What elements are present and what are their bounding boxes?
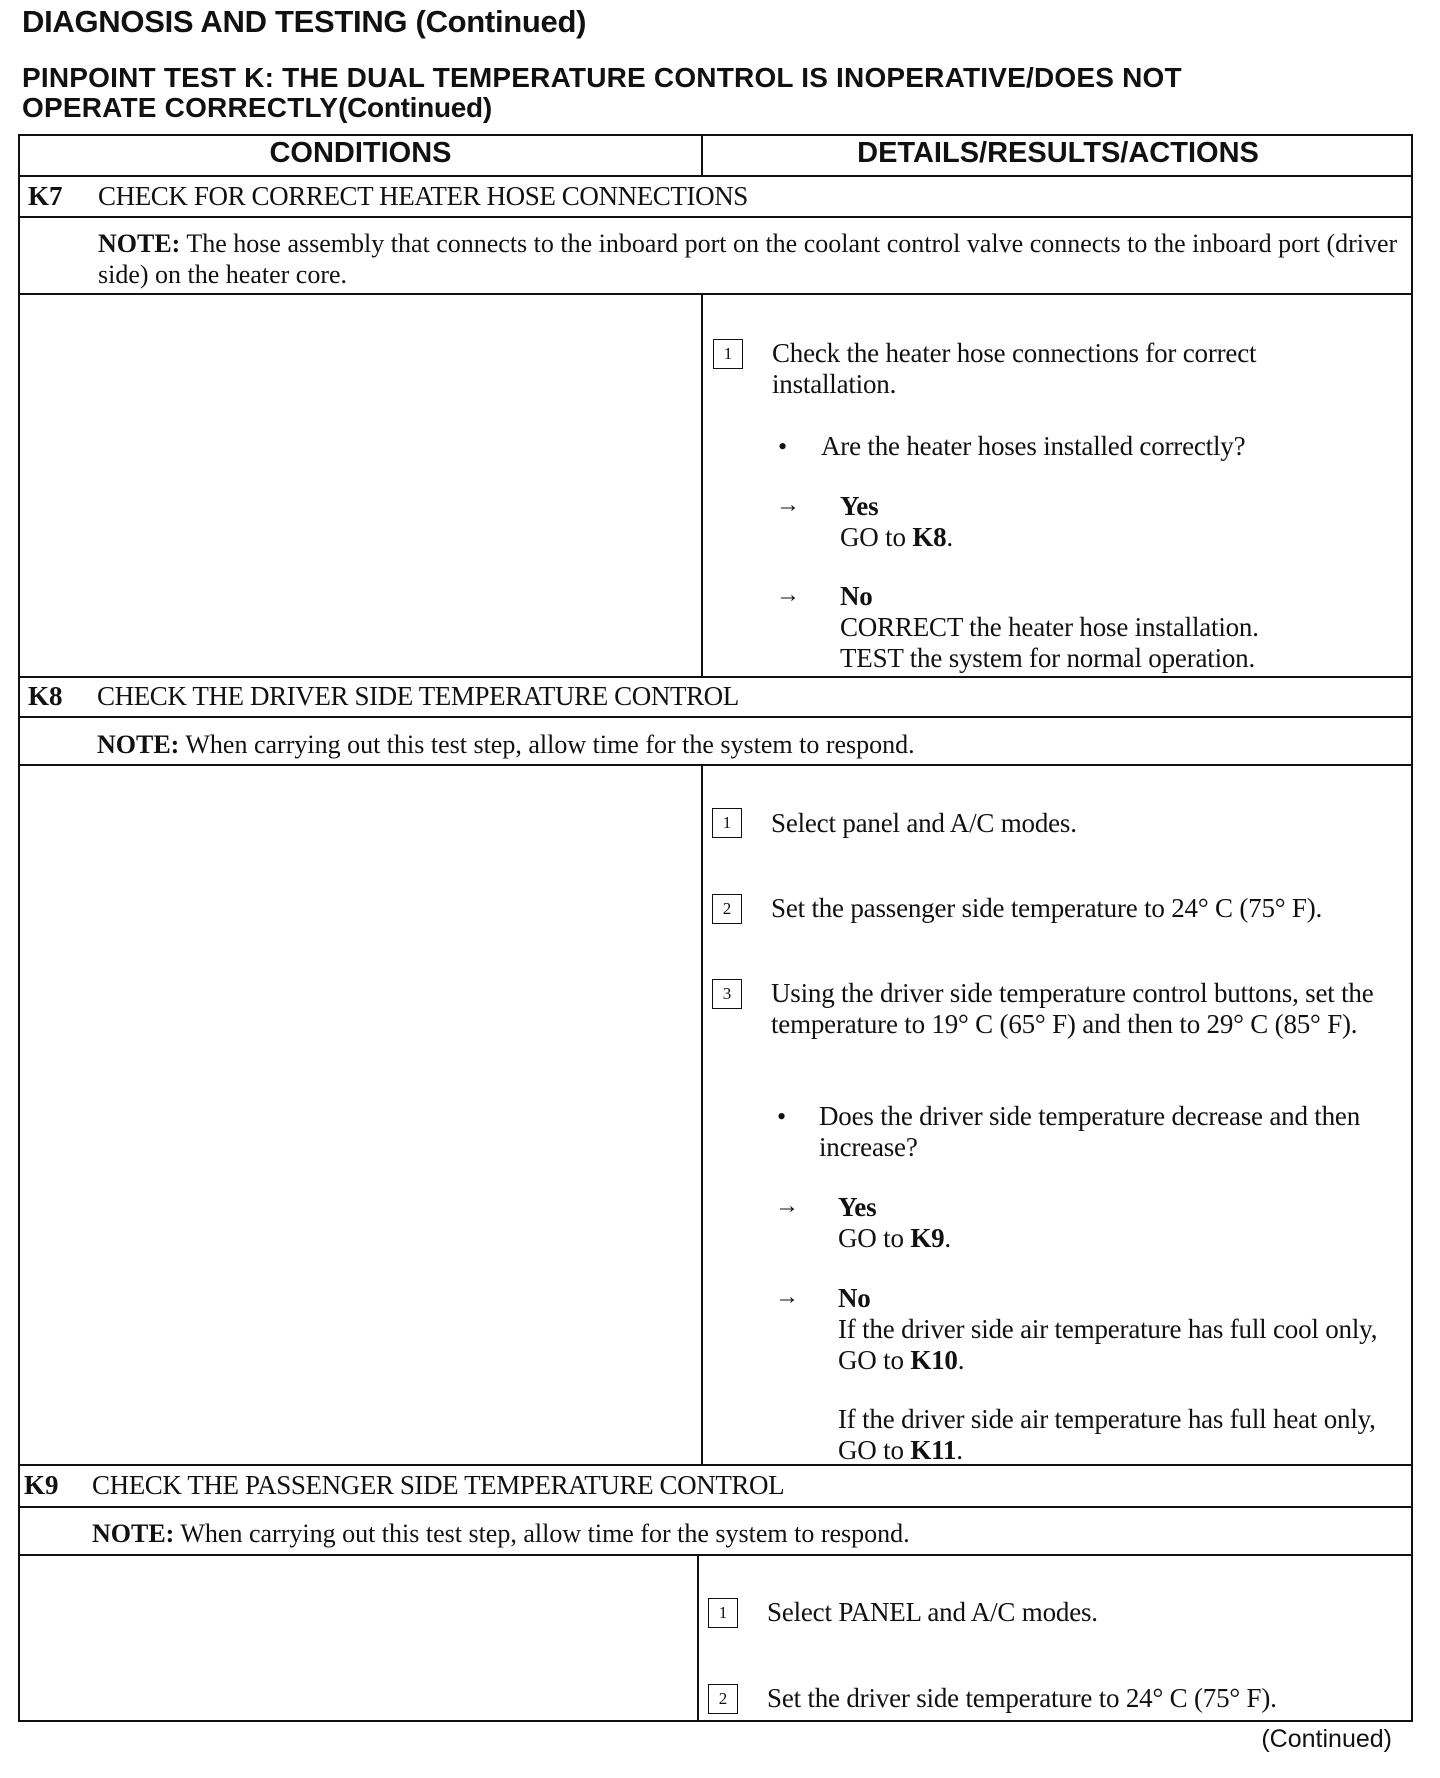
column-header-details: DETAILS/RESULTS/ACTIONS — [857, 137, 1259, 169]
question: Are the heater hoses installed correctly? — [821, 431, 1246, 461]
note-text: When carrying out this test step, allow time for the system to respond. — [180, 1519, 910, 1548]
note-label: NOTE: — [98, 229, 181, 258]
page-title: DIAGNOSIS AND TESTING (Continued) — [22, 4, 587, 39]
column-divider — [701, 764, 703, 1464]
step-title-k9: CHECK THE PASSENGER SIDE TEMPERATURE CONTROL — [92, 1470, 785, 1500]
step-id-k9: K9 — [24, 1470, 59, 1500]
column-header-conditions: CONDITIONS — [269, 137, 452, 169]
no-action: TEST the system for normal operation. — [840, 643, 1256, 673]
bullet-icon: • — [777, 1102, 787, 1131]
no-action: If the driver side air temperature has full heat only, GO to K11. — [838, 1404, 1376, 1465]
note-k8 — [97, 729, 1397, 760]
rule — [18, 1506, 1413, 1508]
goto-target: K8 — [912, 522, 947, 552]
step-id-k7: K7 — [28, 181, 63, 211]
arrow-right-icon: → — [775, 1284, 799, 1310]
step-instruction: Select PANEL and A/C modes. — [767, 1597, 1098, 1627]
step-title-k7: CHECK FOR CORRECT HEATER HOSE CONNECTIONS — [98, 181, 748, 211]
step-number-box: 1 — [708, 1598, 738, 1628]
subtitle-continued: (Continued) — [338, 92, 492, 123]
answer-no: No — [838, 1283, 871, 1313]
step-number-box: 1 — [712, 808, 742, 838]
continued-footer: (Continued) — [1261, 1725, 1392, 1753]
rule — [18, 293, 1413, 295]
arrow-right-icon: → — [775, 1193, 799, 1219]
note-k7 — [98, 228, 1398, 290]
no-action: If the driver side air temperature has full cool only, GO to K10. — [838, 1314, 1378, 1375]
step-instruction: Select panel and A/C modes. — [771, 808, 1077, 838]
arrow-right-icon: → — [776, 582, 800, 608]
rule — [18, 1554, 1413, 1556]
step-number-box: 2 — [708, 1684, 738, 1714]
step-id-k8: K8 — [28, 681, 63, 711]
question: Does the driver side temperature decrease and then increase? — [819, 1101, 1360, 1162]
step-number-box: 1 — [713, 339, 743, 369]
goto-target: K11 — [910, 1435, 957, 1465]
arrow-right-icon: → — [776, 492, 800, 518]
rule — [18, 676, 1413, 678]
answer-yes: Yes — [838, 1192, 877, 1222]
step-title-k8: CHECK THE DRIVER SIDE TEMPERATURE CONTROL — [97, 681, 739, 711]
yes-action: GO to K9. — [838, 1223, 951, 1253]
yes-action: GO to K8. — [840, 522, 953, 552]
rule — [18, 175, 1413, 177]
step-instruction: Using the driver side temperature control buttons, set the temperature to 19° C (65° F) and then to 29° C (85° F). — [771, 978, 1374, 1039]
note-label: NOTE: — [97, 730, 180, 759]
column-divider — [697, 1554, 699, 1722]
note-text: The hose assembly that connects to the inboard port on the coolant control valve connects to the inboard port (driver side) on the heater core. — [98, 229, 1398, 289]
note-k9 — [92, 1518, 1392, 1549]
rule — [18, 216, 1413, 218]
step-number-box: 3 — [712, 979, 742, 1009]
step-number-box: 2 — [712, 894, 742, 924]
test-subtitle — [22, 63, 1322, 123]
column-divider — [701, 293, 703, 676]
answer-yes: Yes — [840, 491, 879, 521]
step-instruction: Set the passenger side temperature to 24° C (75° F). — [771, 893, 1323, 923]
no-action: CORRECT the heater hose installation. — [840, 612, 1259, 642]
subtitle-line-1: PINPOINT TEST K: THE DUAL TEMPERATURE CONTROL IS INOPERATIVE/DOES NOT — [22, 62, 1182, 93]
goto-target: K10 — [910, 1345, 958, 1375]
step-instruction: Set the driver side temperature to 24° C (75° F). — [767, 1683, 1277, 1713]
rule — [18, 764, 1413, 766]
goto-target: K9 — [910, 1223, 945, 1253]
note-label: NOTE: — [92, 1519, 175, 1548]
bullet-icon: • — [778, 432, 788, 461]
step-instruction: Check the heater hose connections for correct installation. — [772, 338, 1257, 399]
rule — [18, 716, 1413, 718]
subtitle-line-2: OPERATE CORRECTLY — [22, 92, 339, 123]
note-text: When carrying out this test step, allow time for the system to respond. — [185, 730, 915, 759]
answer-no: No — [840, 581, 873, 611]
